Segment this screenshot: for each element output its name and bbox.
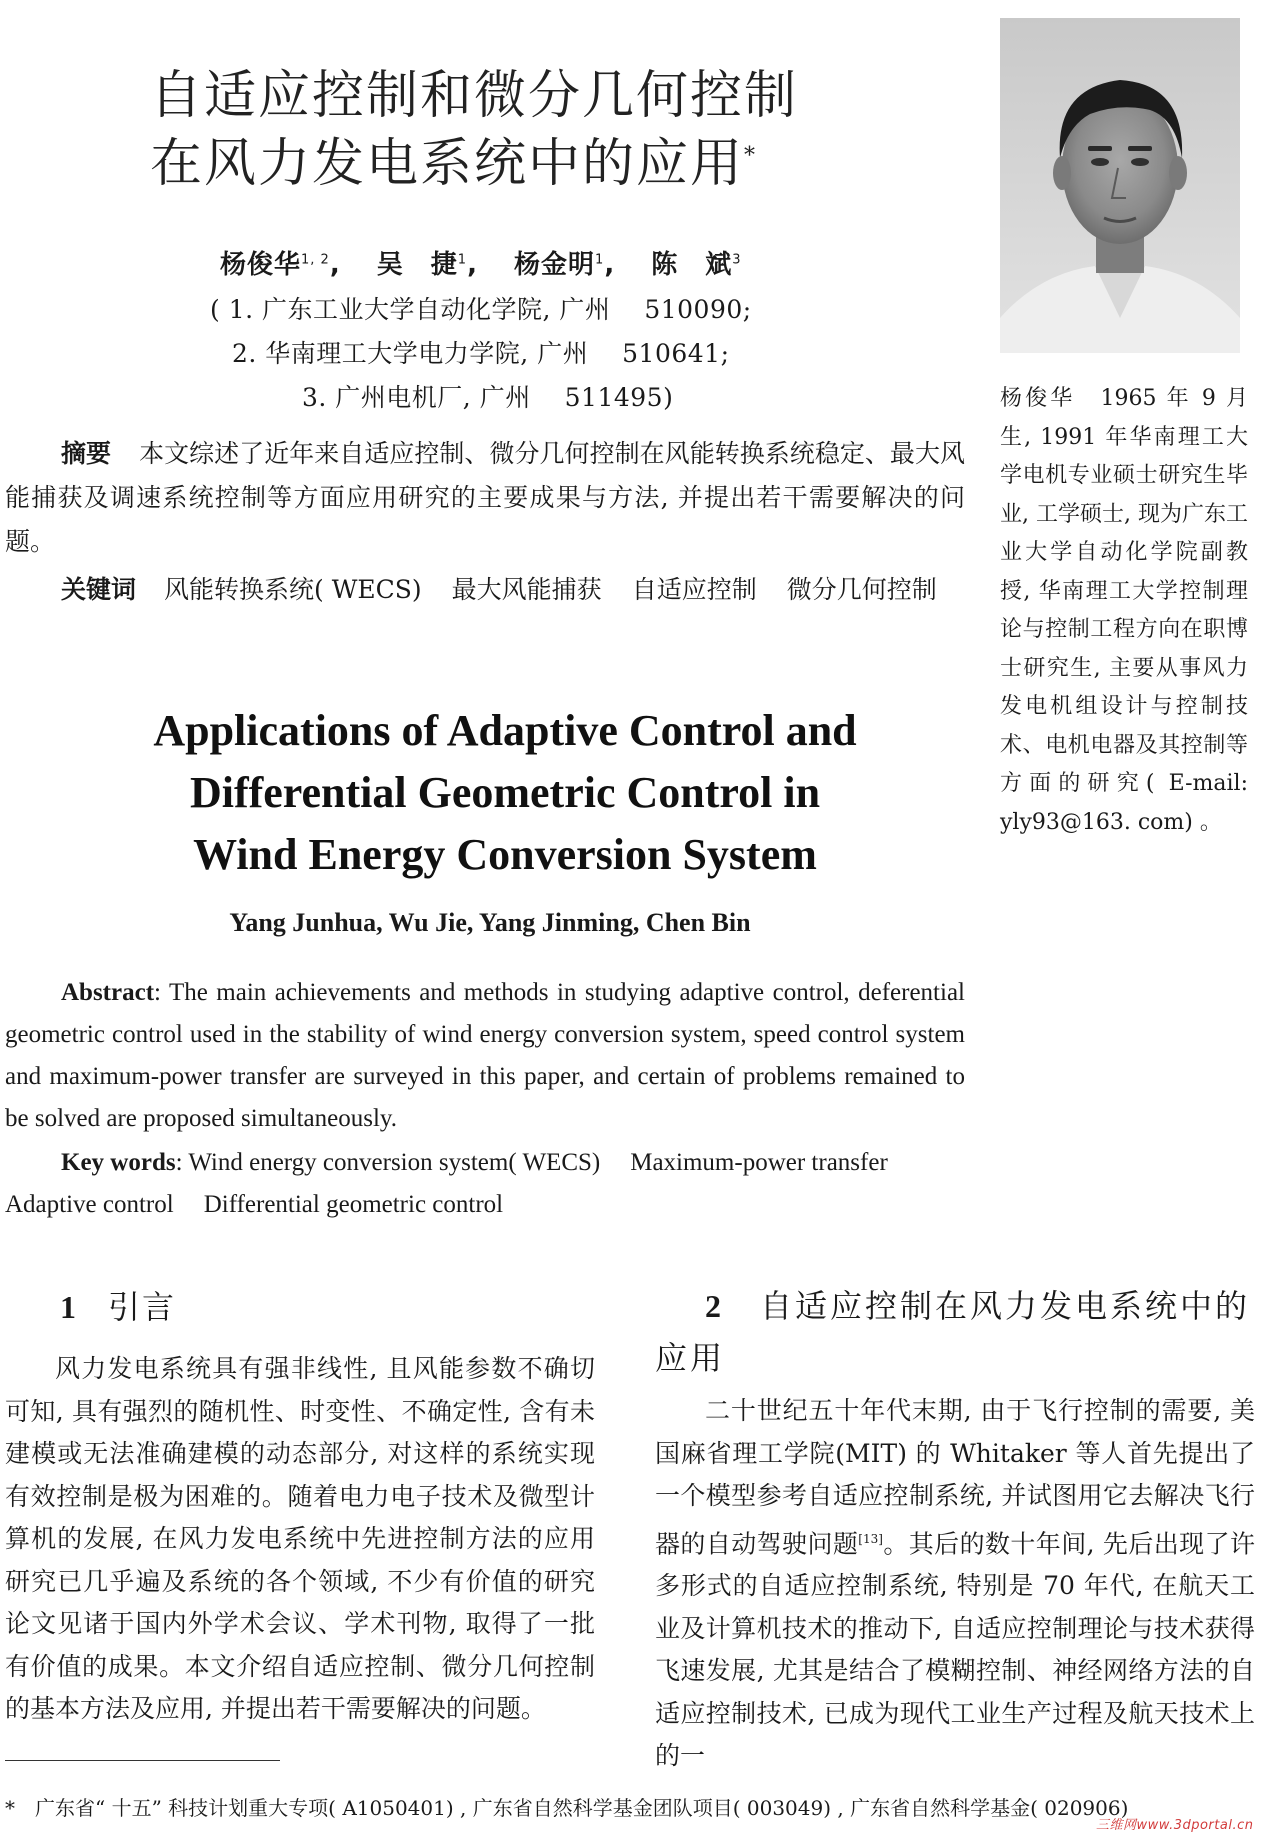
keyword-item: Differential geometric control [203,1191,504,1218]
keywords-chinese-label: 关键词 [61,575,137,604]
author-name: 吴 捷 [376,250,458,280]
citation-link[interactable]: [13] [858,1531,883,1546]
author-name: 杨金明 [514,250,596,280]
abstract-chinese-label: 摘要 [61,439,112,468]
title-english-line3: Wind Energy Conversion System [193,830,817,879]
author-name: 陈 斌 [651,250,733,280]
author-name: 杨俊华 [220,250,302,280]
section-2-number: 2 [705,1288,724,1324]
affiliation-2: 2. 华南理工大学电力学院, 广州 510641; [232,339,730,368]
section-1-number: 1 [60,1289,78,1325]
abstract-english-label: Abstract [61,979,155,1006]
funding-footnote: * 广东省“ 十五” 科技计划重大专项( A1050401) , 广东省自然科学基金团队项目( 003049) , 广东省自然科学基金( 020906) [5,1796,1129,1820]
keywords-chinese [5,568,965,612]
keyword-item: 风能转换系统( WECS) [164,575,422,604]
affiliation-3: 3. 广州电机厂, 广州 511495) [302,383,674,412]
keyword-item: Adaptive control [5,1191,174,1218]
author-portrait-image [1000,18,1240,353]
title-chinese-line1: 自适应控制和微分几何控制 [150,66,799,126]
section-2-text-part2: 。其后的数十年间, 先后出现了许多形式的自适应控制系统, 特别是 70 年代, 在航天工业及计算机技术的推动下, 自适应控制理论与技术获得飞速发展, 尤其是结合了模糊控制、神经网络方法的自适应控制技术, 已成为现代工业生产过程及航天技术上的一 [655,1528,1255,1771]
section-1-title: 引言 [108,1288,177,1326]
title-footnote-marker: * [744,143,758,169]
section-1-body [5,1348,595,1731]
title-chinese-line2 [150,130,870,198]
author-photo [1000,18,1240,353]
section-2-heading [655,1280,1255,1384]
footnote-divider [5,1760,280,1761]
abstract-chinese-text: 本文综述了近年来自适应控制、微分几何控制在风能转换系统稳定、最大风能捕获及调速系统控制等方面应用研究的主要成果与方法, 并提出若干需要解决的问题。 [5,439,965,556]
author-bio: 杨俊华 1965 年 9 月生, 1991 年华南理工大学电机专业硕士研究生毕业, 工学硕士, 现为广东工业大学自动化学院副教授, 华南理工大学控制理论与控制工程方向在职博士研究生, 主要从事风力发电机组设计与控制技术、电机电器及其控制等方面的研究( E-mail: yly93@163. com) 。 [1000,386,1248,835]
author-affil-sup: 1, 2 [301,252,330,268]
section-2-title: 自适应控制在风力发电系统中的应用 [655,1287,1251,1377]
abstract-english [5,972,965,1140]
section-1-paragraph: 风力发电系统具有强非线性, 且风能参数不确切可知, 具有强烈的随机性、时变性、不确定性, 含有未建模或无法准确建模的动态部分, 对这样的系统实现有效控制是极为困难的。随着电力电子技术及微型计算机的发展, 在风力发电系统中先进控制方法的应用研究已几乎遍及系统的各个领域, 不少有价值的研究论文见诸于国内外学术会议、学术刊物, 取得了一批有价值的成果。本文介绍自适应控制、微分几何控制的基本方法及应用, 并提出若干需要解决的问题。 [5,1354,595,1723]
author-affil-sup: 3 [732,252,742,268]
affiliation-1: ( 1. 广东工业大学自动化学院, 广州 510090; [210,295,752,324]
site-watermark: 三维网www.3dportal.cn [1096,1818,1254,1833]
section-1-heading [60,1282,176,1328]
abstract-english-text: : The main achievements and methods in studying adaptive control, deferential geometric control used in the stability of wind energy conversion system, speed control system and maximum-power transfer are surveyed in this paper, and certain of problems remained to be solved are proposed simultaneously. [5,979,965,1132]
abstract-chinese [5,432,965,564]
keyword-item: Maximum-power transfer [630,1149,888,1176]
authors-chinese: 杨俊华$^{1, 2}$, 吴 捷$^1$, 杨金明$^1$, 陈 斌$^3$ [220,250,742,280]
section-2-body [655,1390,1255,1778]
author-affil-sup: 1 [457,252,468,268]
keyword-item: 自适应控制 [631,575,757,604]
section-2-text-part1: 二十世纪五十年代末期, 由于飞行控制的需要, 美国麻省理工学院(MIT) 的 Whitaker 等人首先提出了一个模型参考自适应控制系统, 并试图用它去解决飞行器的自动驾驶问题 [655,1396,1255,1558]
keywords-english-label: Key words [61,1149,176,1176]
title-english-line2: Differential Geometric Control in [189,768,821,817]
keywords-english: Key words: Wind energy conversion system( WECS) Maximum-power transfer Adaptive control Differential geometric control [5,1149,888,1218]
title-english-line1: Applications of Adaptive Control and [153,706,857,755]
keyword-item: 最大风能捕获 [451,575,602,604]
title-english [85,700,925,886]
keyword-item: Wind energy conversion system( WECS) [188,1149,601,1176]
authors-english: Yang Junhua, Wu Jie, Yang Jinming, Chen Bin [229,908,751,937]
section-2-paragraph [655,1390,1255,1778]
title-chinese-line2-text: 在风力发电系统中的应用 [150,134,745,194]
keyword-item: 微分几何控制 [786,575,937,604]
author-affil-sup: 1 [595,252,605,268]
title-chinese [150,62,870,198]
